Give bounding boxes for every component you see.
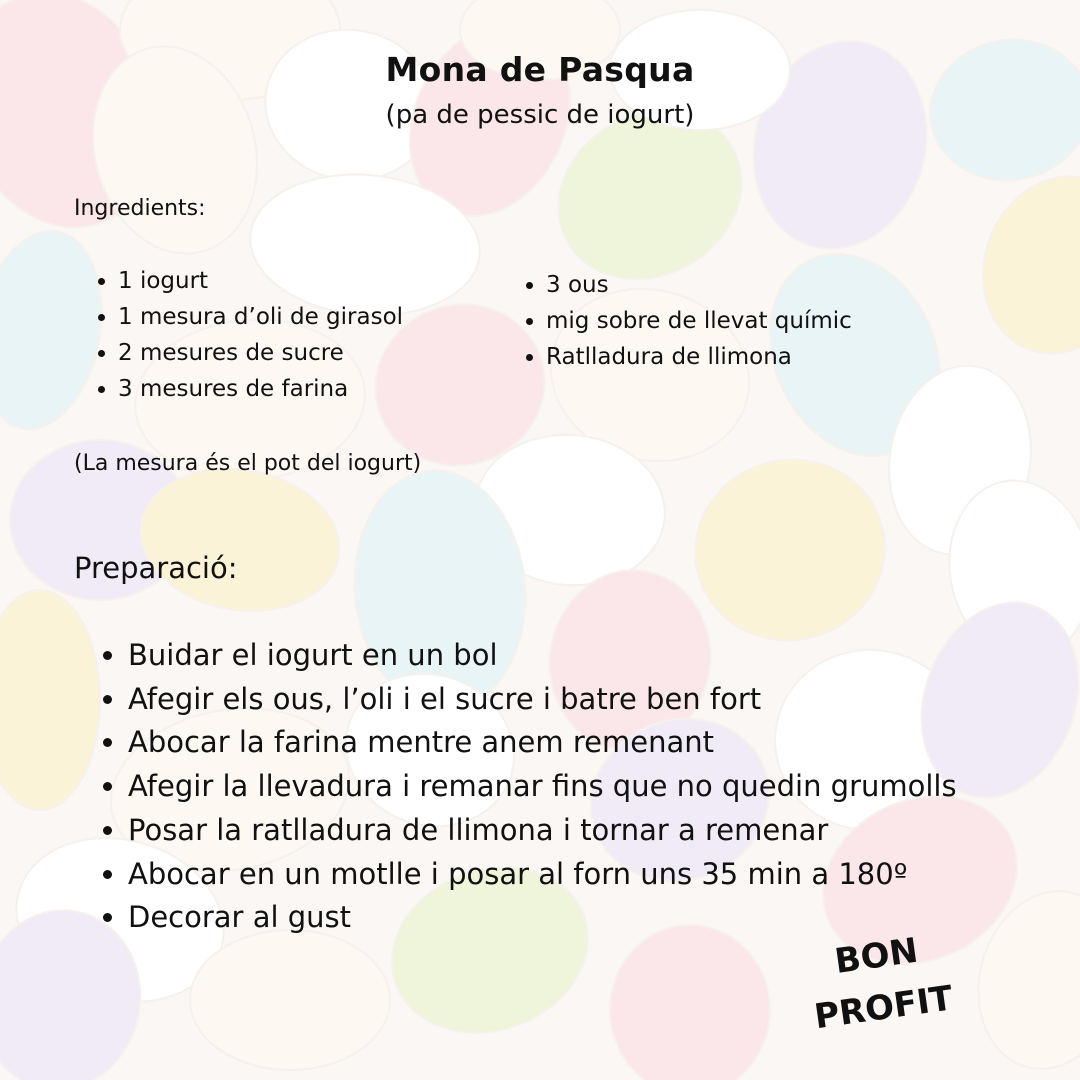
ingredient-item: • mig sobre de llevat químic (546, 303, 852, 339)
recipe-title: Mona de Pasqua (385, 50, 695, 89)
ingredient-item: • Ratlladura de llimona (546, 339, 852, 375)
ingredients-list-right (546, 267, 852, 375)
bon-profit-sign (794, 919, 967, 1044)
preparation-step: • Abocar la farina mentre anem remenant (128, 721, 957, 765)
recipe-subtitle: (pa de pessic de iogurt) (385, 100, 695, 130)
measure-note: (La mesura és el pot del iogurt) (74, 451, 422, 476)
ingredient-item: • 2 mesures de sucre (118, 335, 403, 371)
preparation-step: • Afegir els ous, l’oli i el sucre i batre ben fort (128, 678, 957, 722)
ingredients-heading: Ingredients: (74, 196, 206, 221)
ingredients-list-left (118, 263, 403, 407)
preparation-step: • Afegir la llevadura i remanar fins que no quedin grumolls (128, 765, 957, 809)
preparation-step: • Buidar el iogurt en un bol (128, 634, 957, 678)
preparation-step: • Decorar al gust (128, 896, 957, 940)
preparation-step: • Abocar en un motlle i posar al forn uns 35 min a 180º (128, 853, 957, 897)
ingredient-item: • 3 mesures de farina (118, 371, 403, 407)
ingredient-item: • 1 mesura d’oli de girasol (118, 299, 403, 335)
preparation-step: • Posar la ratlladura de llimona i tornar a remenar (128, 809, 957, 853)
ingredient-item: • 1 iogurt (118, 263, 403, 299)
ingredient-item: • 3 ous (546, 267, 852, 303)
preparation-heading: Preparació: (74, 551, 238, 585)
bon-profit-line: PROFIT (811, 978, 956, 1038)
preparation-steps (128, 634, 957, 940)
bon-profit-line: BON (832, 930, 921, 982)
